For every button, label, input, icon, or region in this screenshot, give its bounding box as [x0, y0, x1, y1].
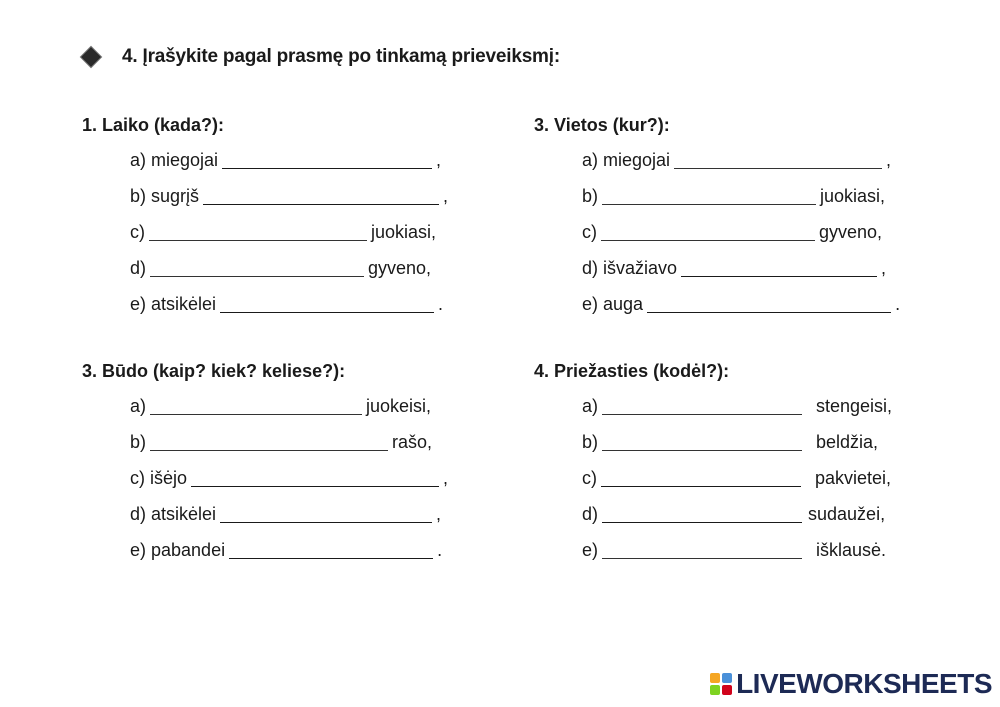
- answer-blank[interactable]: [222, 148, 432, 169]
- item-label: e) pabandei: [130, 540, 226, 560]
- item-row: [130, 392, 431, 420]
- section-priezasties: [534, 356, 974, 566]
- item-row: [582, 254, 886, 282]
- answer-blank[interactable]: [150, 430, 388, 451]
- item-row: [130, 218, 436, 246]
- item-suffix: stengeisi,: [816, 396, 893, 416]
- item-label: d) atsikėlei: [130, 504, 217, 524]
- answer-blank[interactable]: [602, 430, 802, 451]
- answer-blank[interactable]: [150, 394, 362, 415]
- answer-blank[interactable]: [602, 538, 802, 559]
- answer-blank[interactable]: [220, 292, 434, 313]
- answer-blank[interactable]: [647, 292, 891, 313]
- answer-blank[interactable]: [681, 256, 877, 277]
- item-suffix: juokeisi,: [366, 396, 432, 416]
- answer-blank[interactable]: [601, 220, 815, 241]
- item-label: d) išvažiavo: [582, 258, 678, 278]
- answer-blank[interactable]: [602, 502, 802, 523]
- item-label: a) miegojai: [130, 150, 219, 170]
- item-suffix: juokiasi,: [371, 222, 437, 242]
- item-suffix: ,: [881, 258, 887, 278]
- item-label: b): [130, 432, 147, 452]
- liveworksheets-logo[interactable]: [710, 669, 992, 699]
- item-suffix: gyveno,: [819, 222, 883, 242]
- item-suffix: išklausė.: [816, 540, 887, 560]
- logo-square: [710, 685, 720, 695]
- item-row: [130, 290, 443, 318]
- item-label: e) atsikėlei: [130, 294, 217, 314]
- item-suffix: ,: [443, 468, 449, 488]
- answer-blank[interactable]: [601, 466, 801, 487]
- item-row: [130, 146, 441, 174]
- item-label: e): [582, 540, 599, 560]
- item-row: [130, 500, 441, 528]
- exercise-title: 4. Įrašykite pagal prasmę po tinkamą prieveiksmį:: [122, 46, 560, 67]
- item-label: d): [582, 504, 599, 524]
- section-heading: 4. Priežasties (kodėl?):: [534, 361, 730, 381]
- answer-blank[interactable]: [220, 502, 432, 523]
- logo-square: [710, 673, 720, 683]
- item-suffix: ,: [886, 150, 892, 170]
- item-suffix: ,: [436, 504, 442, 524]
- item-suffix: rašo,: [392, 432, 433, 452]
- diamond-bullet-icon: [81, 47, 101, 67]
- item-label: c): [130, 222, 145, 242]
- item-row: [130, 464, 448, 492]
- item-row: [582, 464, 891, 492]
- item-suffix: gyveno,: [368, 258, 432, 278]
- section-heading: 3. Būdo (kaip? kiek? keliese?):: [82, 361, 346, 381]
- logo-square: [722, 685, 732, 695]
- item-label: d): [130, 258, 147, 278]
- answer-blank[interactable]: [149, 220, 367, 241]
- item-label: c): [582, 222, 597, 242]
- item-row: [130, 182, 448, 210]
- liveworksheets-logo-icon: [710, 673, 732, 695]
- item-label: b) sugrįš: [130, 186, 200, 206]
- item-row: [582, 182, 885, 210]
- item-row: [582, 290, 900, 318]
- item-row: [582, 500, 885, 528]
- item-row: [130, 536, 442, 564]
- item-suffix: sudaužei,: [808, 504, 886, 524]
- item-label: a): [582, 396, 599, 416]
- answer-blank[interactable]: [602, 184, 816, 205]
- item-label: c): [582, 468, 597, 488]
- item-suffix: pakvietei,: [815, 468, 892, 488]
- answer-blank[interactable]: [191, 466, 439, 487]
- section-heading: 3. Vietos (kur?):: [534, 115, 670, 135]
- item-row: [130, 428, 432, 456]
- item-row: [582, 536, 886, 564]
- item-row: [582, 146, 891, 174]
- item-suffix: .: [895, 294, 901, 314]
- item-label: a): [130, 396, 147, 416]
- answer-blank[interactable]: [150, 256, 364, 277]
- item-row: [582, 428, 878, 456]
- item-suffix: ,: [436, 150, 442, 170]
- item-suffix: .: [438, 294, 444, 314]
- item-row: [582, 218, 882, 246]
- logo-text: LIVEWORKSHEETS: [736, 668, 992, 699]
- section-heading: 1. Laiko (kada?):: [82, 115, 225, 135]
- item-suffix: beldžia,: [816, 432, 879, 452]
- item-label: a) miegojai: [582, 150, 671, 170]
- item-row: [582, 392, 892, 420]
- item-suffix: juokiasi,: [820, 186, 886, 206]
- answer-blank[interactable]: [229, 538, 433, 559]
- answer-blank[interactable]: [602, 394, 802, 415]
- item-label: b): [582, 186, 599, 206]
- item-suffix: .: [437, 540, 443, 560]
- section-budo: [82, 356, 502, 566]
- item-label: b): [582, 432, 599, 452]
- item-row: [130, 254, 431, 282]
- section-vietos: [534, 110, 964, 320]
- logo-square: [722, 673, 732, 683]
- answer-blank[interactable]: [674, 148, 882, 169]
- exercise-header: [80, 42, 560, 72]
- item-suffix: ,: [443, 186, 449, 206]
- item-label: e) auga: [582, 294, 644, 314]
- item-label: c) išėjo: [130, 468, 188, 488]
- answer-blank[interactable]: [203, 184, 439, 205]
- section-laiko: [82, 110, 502, 320]
